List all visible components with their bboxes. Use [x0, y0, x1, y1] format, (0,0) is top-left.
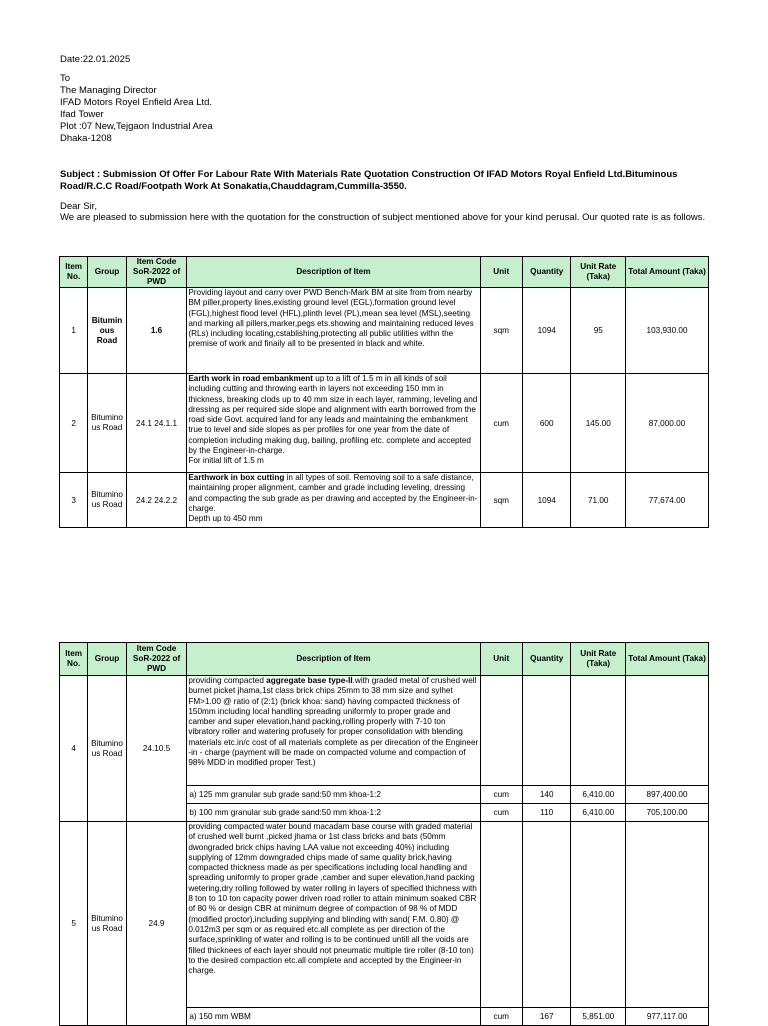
table-row — [60, 374, 709, 473]
item-description — [187, 374, 480, 473]
item-group: Bitumino us Road — [88, 822, 126, 1026]
item-description — [187, 473, 480, 528]
sub-item-label: a) 125 mm granular sub grade sand:50 mm khoa-1:2 — [187, 786, 480, 804]
table-header-row — [60, 257, 709, 288]
description-lead: aggregate base type-II — [266, 676, 353, 685]
header-quantity: Quantity — [522, 643, 571, 676]
sub-item-unit: cum — [480, 804, 522, 822]
sub-item-unit-rate: 6,410.00 — [571, 804, 626, 822]
item-unit-rate: 145.00 — [571, 374, 626, 473]
description-body: .with graded metal of crushed well burnet picket jhama,1st class brick chips 25mm to 38 mm size and sylhet FM>1.00 @ ratio of (2:1) (brick khoa: sand) having compacted thickness of 150mm including local handling spreading uniformly to proper grade and camber and super elevation,hand packing,rolling properly with 7-10 ton vibratory roller and watering profusely for proper consolidation with blending materials etc.in/c cost of all materials complete as per direcation of the Engineer -in - charge (payment will be made on compacted volume and compaction of 98% MDD in modified proper Test.) — [188, 676, 479, 768]
item-group: Bitumin ous Road — [88, 288, 126, 374]
sub-item-unit-rate: 6,410.00 — [571, 786, 626, 804]
item-no: 2 — [60, 374, 88, 473]
item-code: 24.10.5 — [126, 676, 187, 822]
item-description: Providing layout and carry over PWD Bench-Mark BM at site from from nearby BM piller,property lines,existing ground level (EGL),formation ground level (FGL),highest flood level (HFL),plinth level (PL),mean sea level (MSL),seeting and marking all pillers,marker,pegs ets.showing and maintaining reduced leves (RLs) including locating,cstablishing,protecting all public utilities withn the premise of work and finaily all to be presented in black and white. — [187, 288, 480, 374]
item-total-amount: 87,000.00 — [626, 374, 709, 473]
item-unit: sqm — [480, 473, 522, 528]
header-description: Description of Item — [187, 643, 480, 676]
table-row — [60, 473, 709, 528]
item-code: 24.2 24.2.2 — [126, 473, 187, 528]
item-quantity: 600 — [522, 374, 571, 473]
header-quantity: Quantity — [522, 257, 571, 288]
header-group: Group — [88, 643, 126, 676]
table-row — [60, 288, 709, 374]
to-label: To — [60, 73, 71, 84]
sub-item-quantity: 167 — [522, 1008, 571, 1026]
header-item-code: Item Code SoR-2022 of PWD — [126, 257, 187, 288]
header-item-no: Item No. — [60, 643, 88, 676]
item-code: 1.6 — [126, 288, 187, 374]
item-quantity: 1094 — [522, 473, 571, 528]
sub-item-unit: cum — [480, 1008, 522, 1026]
sub-item-label: a) 150 mm WBM — [187, 1008, 480, 1026]
intro-paragraph: We are pleased to submission here with the quotation for the construction of subject mentioned above for your kind perusal. Our quoted rate is as follows. — [60, 212, 706, 223]
item-no: 4 — [60, 676, 88, 822]
header-unit-rate: Unit Rate (Taka) — [571, 643, 626, 676]
sub-item-quantity: 140 — [522, 786, 571, 804]
sub-item-unit-rate: 5,851.00 — [571, 1008, 626, 1026]
recipient-line: Plot :07 New,Tejgaon Industrial Area — [60, 121, 213, 132]
header-unit: Unit — [480, 257, 522, 288]
header-unit-rate: Unit Rate (Taka) — [571, 257, 626, 288]
item-total-amount: 103,930.00 — [626, 288, 709, 374]
sub-item-label: b) 100 mm granular sub grade sand:50 mm khoa-1:2 — [187, 804, 480, 822]
header-item-code: Item Code SoR-2022 of PWD — [126, 643, 187, 676]
header-total-amount: Total Amount (Taka) — [626, 643, 709, 676]
letter-date: Date:22.01.2025 — [60, 54, 131, 65]
header-unit: Unit — [480, 643, 522, 676]
description-lead: Earthwork in box cutting — [188, 473, 285, 482]
item-group: Bitumino us Road — [88, 374, 126, 473]
sub-item-total-amount: 897,400.00 — [626, 786, 709, 804]
sub-item-unit: cum — [480, 786, 522, 804]
item-quantity: 1094 — [522, 288, 571, 374]
item-description: providing compacted water bound macadam base course with graded material of crushed well burnt ,picked jhama or 1st class bricks and bats (50mm dwongraded brick chips having LAA value not exceeding 40%) including supplying of 12mm downgraded chips made of same quality brick,having compacted thickness made as per specifications including local handling and spreading uniformly to proper grade ,camber and super elevation,hand packing wetering,dry rolling followed by water rolling in layers of specified thichness with 8 ton to 10 ton capacity power driven road roller to attain minimum soaked CBR of 80 % or design CBR at minimum degree of compaction of 98 % of MDD (modified proctor),including supplying and blinding with sand( F.M. 0.80) @ 0.012m3 per sqm or as required etc.all complete as per direction of the surface,sprinkling of water and rolling is to be continued untill all the voids are filled thicknees of each layer should not pneumatic multiple tire roller (8-10 ton) to the desired compaction etc.all complete and accepted by the Engineer-in charge. — [187, 822, 480, 1008]
item-group: Bitumino us Road — [88, 473, 126, 528]
item-unit-rate: 95 — [571, 288, 626, 374]
description-tail: Depth up to 450 mm — [188, 514, 263, 524]
table-row — [60, 822, 709, 1008]
quotation-table-2 — [59, 642, 709, 1026]
item-group: Bitumino us Road — [88, 676, 126, 822]
table-header-row — [60, 643, 709, 676]
item-no: 3 — [60, 473, 88, 528]
recipient-line: The Managing Director — [60, 85, 157, 96]
recipient-line: Ifad Tower — [60, 109, 104, 120]
item-no: 5 — [60, 822, 88, 1026]
item-code: 24.9 — [126, 822, 187, 1026]
item-code: 24.1 24.1.1 — [126, 374, 187, 473]
table-row — [60, 676, 709, 786]
header-group: Group — [88, 257, 126, 288]
item-unit-rate: 71.00 — [571, 473, 626, 528]
quotation-table-1 — [59, 256, 709, 528]
recipient-line: Dhaka-1208 — [60, 133, 112, 144]
item-total-amount: 77,674.00 — [626, 473, 709, 528]
header-item-no: Item No. — [60, 257, 88, 288]
item-unit: sqm — [480, 288, 522, 374]
item-description — [187, 676, 480, 786]
description-pre: providing compacted — [188, 676, 267, 685]
salutation: Dear Sir, — [60, 201, 97, 212]
letter-subject: Subject : Submission Of Offer For Labour Rate With Materials Rate Quotation Construction Of IFAD Motors Royal Enfield Ltd.Bituminous Road/R.C.C Road/Footpath Work At Sonakatia,Chauddagram,Cummilla-3550. — [60, 169, 678, 192]
sub-item-total-amount: 977,117.00 — [626, 1008, 709, 1026]
recipient-line: IFAD Motors Royel Enfield Area Ltd. — [60, 97, 213, 108]
item-unit: cum — [480, 374, 522, 473]
header-total-amount: Total Amount (Taka) — [626, 257, 709, 288]
sub-item-quantity: 110 — [522, 804, 571, 822]
description-lead: Earth work in road embankment — [188, 374, 314, 383]
item-no: 1 — [60, 288, 88, 374]
description-tail: For initial lift of 1.5 m — [188, 456, 264, 466]
description-body: in all types of soil. Removing soil to a safe distance, maintaining proper alignment, camber and grade including leveling, dressing and compacting the sub grade as per drawing and accepted by the Engineer-in-charge. — [188, 473, 478, 513]
header-description: Description of Item — [187, 257, 480, 288]
sub-item-total-amount: 705,100.00 — [626, 804, 709, 822]
description-body: up to a lift of 1.5 m in all kinds of soil including cutting and throwing earth in layers not exceeding 150 mm in thickness, breaking clods up to 40 mm size in each layer, ramming, leveling and dressing as per required side slope and alignment with earth borrowed from the road side Govt. acquired land for any leads and maintaining the embankment true to level and side slopes as per profiles for one year from the date of completion including making dug, bailing, profiling etc. complete and accepted by the Engineer-in-charge. — [188, 374, 478, 456]
